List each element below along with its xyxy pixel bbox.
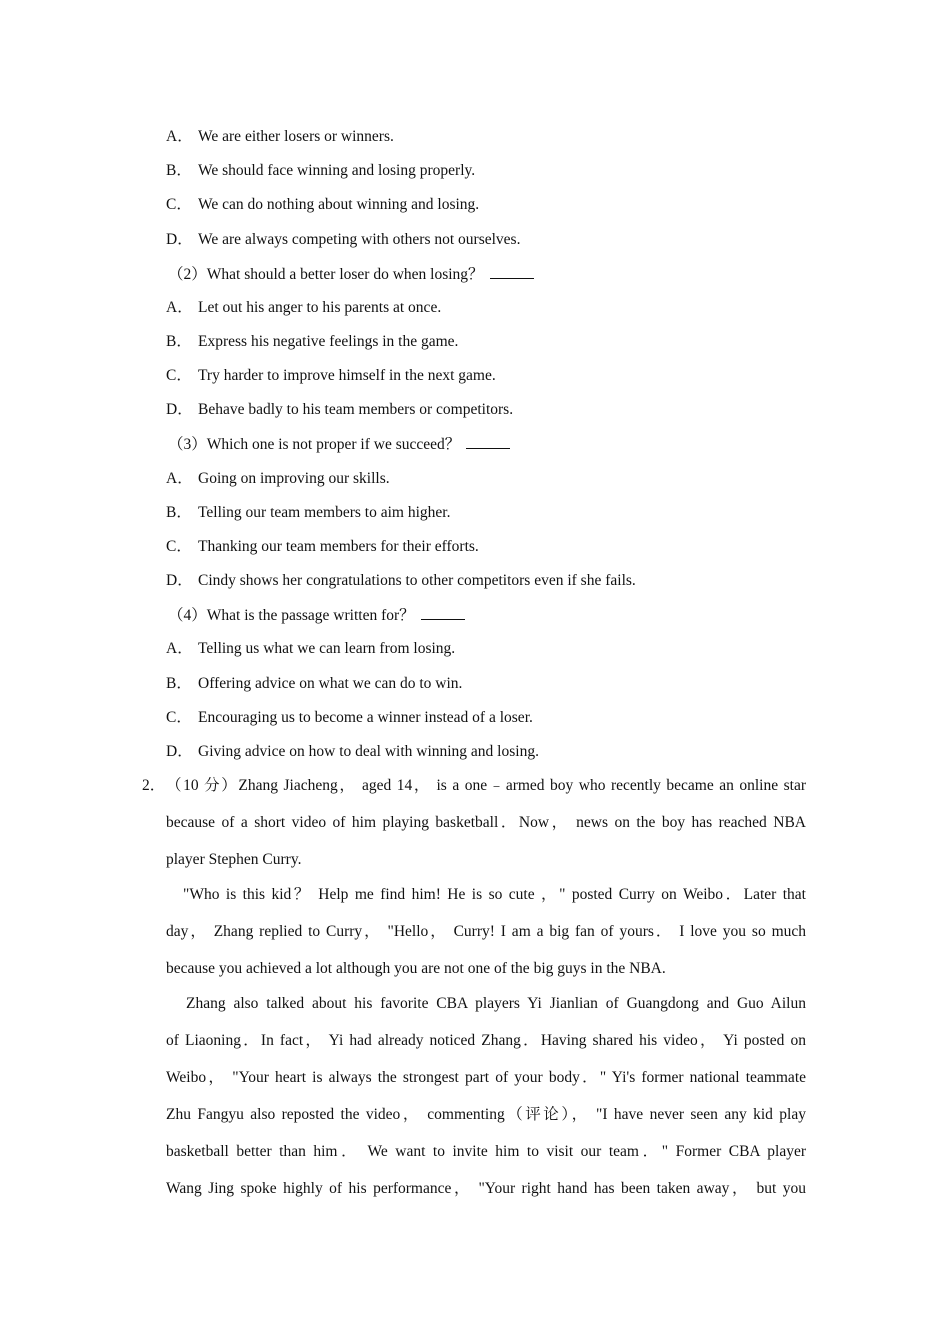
q3-option-b[interactable]	[166, 503, 450, 523]
option-text: Let out his anger to his parents at once.	[198, 299, 442, 316]
passage-line: day， Zhang replied to Curry， "Hello， Curry! I am a big fan of yours． I love you so much	[166, 923, 806, 940]
option-letter: B．	[166, 162, 192, 179]
option-letter: C．	[166, 367, 192, 384]
option-text: Express his negative feelings in the game.	[198, 333, 459, 350]
question-prompt: （3）Which one is not proper if we succeed？	[168, 436, 461, 453]
passage-line: because you achieved a lot although you are not one of the big guys in the NBA.	[166, 960, 666, 977]
option-letter: D．	[166, 743, 193, 760]
option-letter: A．	[166, 128, 193, 145]
option-text: Encouraging us to become a winner instead of a loser.	[198, 709, 533, 726]
option-letter: B．	[166, 333, 192, 350]
option-text: Behave badly to his team members or competitors.	[198, 401, 514, 418]
q4-option-d[interactable]	[166, 742, 539, 762]
q4-option-b[interactable]	[166, 674, 462, 694]
passage-line: Zhang also talked about his favorite CBA players Yi Jianlian of Guangdong and Guo Ailun	[186, 995, 806, 1012]
passage-line: Zhu Fangyu also reposted the video， commenting（评论）， "I have never seen any kid play	[166, 1106, 806, 1123]
option-letter: A．	[166, 470, 193, 487]
q1-option-c[interactable]	[166, 195, 479, 215]
q3-option-c[interactable]	[166, 537, 479, 557]
option-letter: C．	[166, 709, 192, 726]
passage-line: of Liaoning．In fact， Yi had already noticed Zhang．Having shared his video， Yi posted on	[166, 1032, 806, 1049]
passage-line: （10 分）Zhang Jiacheng， aged 14， is a one﹣armed boy who recently became an online star	[166, 777, 806, 794]
option-letter: A．	[166, 640, 193, 657]
option-text: Telling us what we can learn from losing.	[198, 640, 456, 657]
passage-line: because of a short video of him playing basketball．Now， news on the boy has reached NBA	[166, 814, 806, 831]
q2-option-d[interactable]	[166, 400, 513, 420]
q4-option-a[interactable]	[166, 639, 455, 659]
question-number: 2．	[142, 777, 166, 794]
q2-option-c[interactable]	[166, 366, 496, 386]
option-text: We can do nothing about winning and losing.	[198, 196, 480, 213]
option-letter: B．	[166, 504, 192, 521]
passage-line: Wang Jing spoke highly of his performance， "Your right hand has been taken away， but you	[166, 1180, 806, 1197]
passage-line: basketball better than him． We want to invite him to visit our team．" Former CBA player	[166, 1143, 806, 1160]
option-letter: A．	[166, 299, 193, 316]
option-letter: B．	[166, 675, 192, 692]
option-text: We should face winning and losing properly.	[198, 162, 476, 179]
question-prompt: （2）What should a better loser do when losing？	[168, 266, 484, 283]
passage-line: "Who is this kid？ Help me find him! He is so cute ，" posted Curry on Weibo．Later that	[183, 886, 806, 903]
q4-option-c[interactable]	[166, 708, 533, 728]
sub-question-3	[168, 434, 510, 455]
answer-blank[interactable]	[466, 434, 510, 449]
option-letter: C．	[166, 196, 192, 213]
answer-blank[interactable]	[490, 264, 534, 279]
sub-question-4	[168, 605, 465, 626]
q3-option-d[interactable]	[166, 571, 636, 591]
q1-option-a[interactable]	[166, 127, 394, 147]
passage-line: player Stephen Curry.	[166, 851, 302, 868]
option-text: Giving advice on how to deal with winning and losing.	[198, 743, 539, 760]
option-text: Thanking our team members for their efforts.	[198, 538, 479, 555]
option-letter: D．	[166, 572, 193, 589]
q2-option-a[interactable]	[166, 298, 441, 318]
q3-option-a[interactable]	[166, 469, 390, 489]
q1-option-d[interactable]	[166, 230, 520, 250]
option-letter: D．	[166, 401, 193, 418]
option-letter: D．	[166, 231, 193, 248]
sub-question-2	[168, 264, 534, 285]
answer-blank[interactable]	[421, 605, 465, 620]
option-text: We are always competing with others not ourselves.	[198, 231, 521, 248]
option-text: Offering advice on what we can do to win.	[198, 675, 463, 692]
q2-option-b[interactable]	[166, 332, 458, 352]
option-letter: C．	[166, 538, 192, 555]
question-prompt: （4）What is the passage written for？	[168, 607, 415, 624]
option-text: Going on improving our skills.	[198, 470, 390, 487]
option-text: Cindy shows her congratulations to other competitors even if she fails.	[198, 572, 636, 589]
q1-option-b[interactable]	[166, 161, 475, 181]
option-text: Try harder to improve himself in the next game.	[198, 367, 496, 384]
option-text: We are either losers or winners.	[198, 128, 394, 145]
passage-line: Weibo， "Your heart is always the strongest part of your body．" Yi's former national teammate	[166, 1069, 806, 1086]
option-text: Telling our team members to aim higher.	[198, 504, 451, 521]
